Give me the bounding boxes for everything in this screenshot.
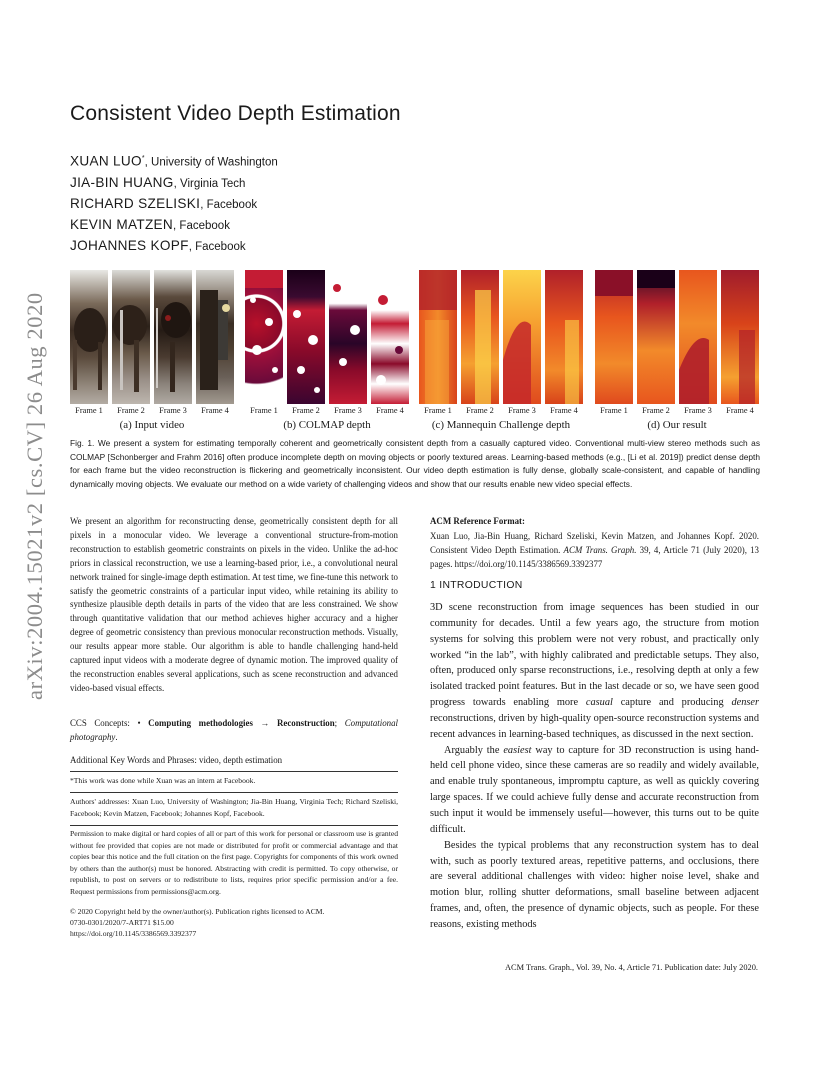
result-frame-1: [595, 270, 633, 404]
intro-paragraph: Besides the typical problems that any reconstruction system has to deal with, such as poorly textured areas, repetitive patterns, and occlusions, there are several additional challenges with video: higher noise level, shake and motion blur, rolling shutter deformations, small baseline between adjacent frames, and, often, the presence of dynamic objects, such as people. For these reasons, existing methods: [430, 839, 759, 930]
author-name: JOHANNES KOPF: [70, 237, 189, 253]
input-frame-3: [154, 270, 192, 404]
author-line: [70, 173, 278, 194]
frame-label: Frame 4: [550, 406, 578, 415]
author-name: XUAN LUO: [70, 153, 142, 169]
frame-label: Frame 2: [642, 406, 670, 415]
section-heading: 1 INTRODUCTION: [430, 580, 523, 591]
isbn: 0730-0301/2020/7-ART71 $15.00: [70, 918, 174, 927]
abstract: We present an algorithm for reconstructing dense, geometrically consistent depth for all pixels in a monocular video. We leverage a conventional structure-from-motion reconstruction to establish geometric constraints on pixels in the video. Unlike the ad-hoc priors in classical reconstruction, we use a learning-based prior, i.e., a convolutional neural network trained for single-image depth estimation. At test time, we fine-tune this network to satisfy the geometric constraints of a particular input video, while retaining its ability to synthesize plausible depth details in parts of the video that are less constrained. We show through quantitative validation that our method achieves higher accuracy and a higher degree of geometric consistency than previous monocular reconstruction methods. Visually, our results appear more stable. Our algorithm is able to handle challenging hand-held captured input videos with a moderate degree of dynamic motion. The improved quality of the reconstruction enables several applications, such as scene reconstruction and advanced video-based visual effects.: [70, 516, 398, 693]
author-line: [70, 194, 278, 215]
acm-ref-text: Xuan Luo, Jia-Bin Huang, Richard Szeliski, Kevin Matzen, and Johannes Kopf. 2020. Consistent Video Depth Estimation. ACM Trans. Graph. 39, 4, Article 71 (July 2020), 13 pages. https://doi.org/10.1145/3386569.3392377: [430, 530, 759, 569]
result-frame-4: [721, 270, 759, 404]
author-name: JIA-BIN HUANG: [70, 174, 174, 190]
footnote: *This work was done while Xuan was an intern at Facebook.: [70, 776, 256, 785]
frame-label: Frame 2: [117, 406, 145, 415]
colmap-frame-4: [371, 270, 409, 404]
acm-reference: [430, 515, 759, 572]
author-line: [70, 215, 278, 236]
panel-colmap-depth: [245, 270, 409, 404]
author-affiliation: , Facebook: [173, 219, 230, 232]
acm-ref-heading: ACM Reference Format:: [430, 516, 525, 526]
author-line: [70, 236, 278, 257]
rule-divider: [70, 792, 398, 793]
colmap-frame-2: [287, 270, 325, 404]
author-affiliation: , University of Washington: [144, 156, 278, 169]
frame-label: Frame 3: [159, 406, 187, 415]
frame-label: Frame 2: [292, 406, 320, 415]
author-line: [70, 149, 278, 173]
ccs-concepts: CCS Concepts: • Computing methodologies → Reconstruction; Computational photography.: [70, 718, 398, 742]
frame-label: Frame 1: [75, 406, 103, 415]
keywords: Additional Key Words and Phrases: video, depth estimation: [70, 755, 283, 765]
frame-label: Frame 1: [250, 406, 278, 415]
panel-input-video: [70, 270, 234, 404]
page-footer: ACM Trans. Graph., Vol. 39, No. 4, Article 71. Publication date: July 2020.: [504, 963, 758, 972]
frame-label: Frame 2: [466, 406, 494, 415]
author-name: KEVIN MATZEN: [70, 216, 174, 232]
mannequin-frame-4: [545, 270, 583, 404]
frame-label: Frame 1: [600, 406, 628, 415]
author-name: RICHARD SZELISKI: [70, 195, 201, 211]
author-affiliation: , Virginia Tech: [173, 177, 246, 190]
intro-body: [430, 600, 759, 933]
input-frame-1: [70, 270, 108, 404]
frame-label: Frame 3: [334, 406, 362, 415]
frame-label: Frame 3: [508, 406, 536, 415]
author-list: [70, 149, 278, 257]
panel-label: (b) COLMAP depth: [283, 419, 371, 431]
panel-label: (c) Mannequin Challenge depth: [431, 419, 571, 431]
intro-paragraph: 3D scene reconstruction from image sequences has been studied in our community for decades. Until a few years ago, the structure from motion systems for solving this problem were not very robust, and practically only worked “in the lab”, with highly calibrated and predictable setups. They also, often, produced only sparse reconstructions, i.e., resolving depth at only a few isolated tracked point features. But in the last decade or so, we have seen good progress towards enabling more casual capture and producing denser reconstructions, driven by high-quality open-source reconstruction systems and recent advances in learning-based techniques, as discussed in the next section.: [430, 602, 760, 740]
permission-notice: Permission to make digital or hard copies of all or part of this work for personal or classroom use is granted without fee provided that copies are not made or distributed for profit or commercial advantage and that copies bear this notice and the full citation on the first page. Copyrights for components of this work owned by others than the author(s) must be honored. Abstracting with credit is permitted. To copy otherwise, or republish, to post on servers or to redistribute to lists, requires prior specific permission and/or a fee. Request permissions from permissions@acm.org.: [70, 829, 398, 896]
copyright: © 2020 Copyright held by the owner/author(s). Publication rights licensed to ACM.: [70, 907, 325, 916]
author-affiliation: , Facebook: [200, 198, 258, 211]
mannequin-frame-3: [503, 270, 541, 404]
frame-label: Frame 4: [376, 406, 404, 415]
frame-label: Frame 4: [726, 406, 754, 415]
rule-divider: [70, 771, 398, 772]
arxiv-stamp: arXiv:2004.15021v2 [cs.CV] 26 Aug 2020: [22, 292, 47, 700]
input-frame-4: [196, 270, 234, 404]
result-frame-2: [637, 270, 675, 404]
mannequin-frame-1: [419, 270, 457, 404]
panel-mannequin-depth: [419, 270, 583, 404]
doi-link[interactable]: https://doi.org/10.1145/3386569.3392377: [70, 929, 197, 938]
author-mark: *: [141, 155, 145, 162]
frame-label: Frame 4: [201, 406, 229, 415]
panel-our-result: [595, 270, 759, 404]
figure-caption: Fig. 1. We present a system for estimating temporally coherent and geometrically consistent depth from a casually captured video. Conventional multi-view stereo methods such as COLMAP [Schonberger and Frahm 2016] often produce incomplete depth on moving objects or poorly textured areas. Learning-based methods (e.g., [Li et al. 2019]) predict dense depth for each frame but the video reconstruction is flickering and geometrically inconsistent. Our video depth estimation is fully dense, globally scale-consistent, and capable of handling dynamically moving objects. We evaluate our method on a wide variety of challenging videos and show that our results enable new video special effects.: [70, 438, 760, 489]
frame-label: Frame 1: [424, 406, 452, 415]
input-frame-2: [112, 270, 150, 404]
author-affiliation: , Facebook: [188, 240, 246, 253]
panel-label: (a) Input video: [119, 419, 185, 431]
panel-label: (d) Our result: [647, 419, 707, 431]
frame-label: Frame 3: [684, 406, 712, 415]
paper-title: Consistent Video Depth Estimation: [70, 102, 401, 125]
colmap-frame-3: [329, 270, 367, 404]
author-addresses: Authors' addresses: Xuan Luo, University of Washington; Jia-Bin Huang, Virginia Tech; Richard Szeliski, Facebook; Kevin Matzen, Facebook; Johannes Kopf, Facebook.: [70, 797, 398, 818]
intro-paragraph: Arguably the easiest way to capture for 3D reconstruction is using hand-held cell phone video, since these cameras are so readily and widely available, and enable truly spontaneous, impromptu capture, as well as quickly covering large spaces. If we could achieve fully dense and accurate reconstruction from such input it would be immensely useful—however, this turns out to be quite difficult.: [430, 744, 759, 835]
colmap-frame-1: [245, 270, 283, 404]
rule-divider: [70, 825, 398, 826]
result-frame-3: [679, 270, 717, 404]
mannequin-frame-2: [461, 270, 499, 404]
